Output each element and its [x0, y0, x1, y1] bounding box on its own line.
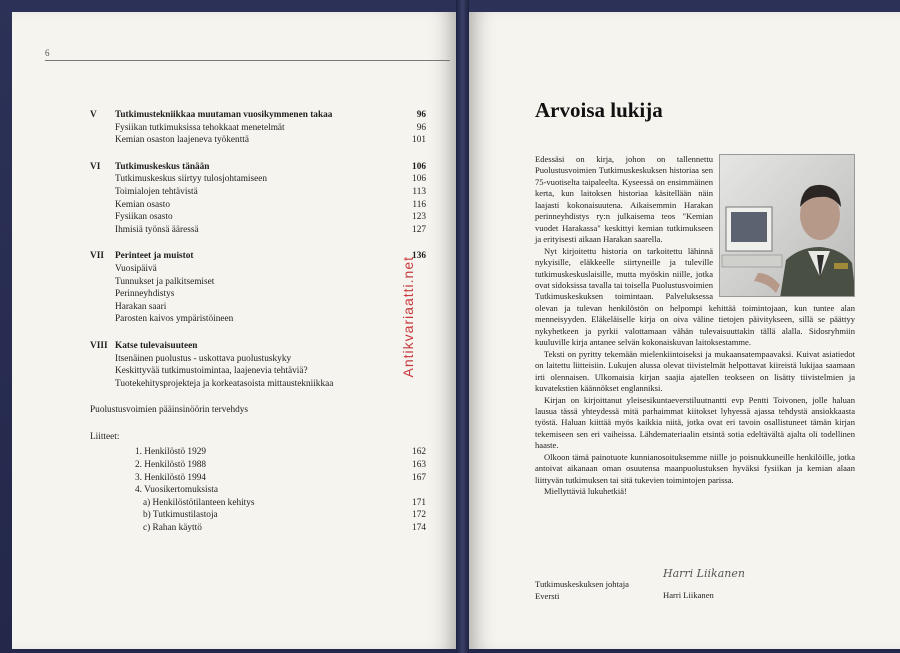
appendix-entry: b) Tutkimustilastoja 172 [143, 510, 426, 521]
toc-entry: Harakan saari [115, 301, 167, 312]
book-gutter [456, 0, 469, 653]
toc-standalone-entry: Puolustusvoimien pääinsinöörin tervehdys [90, 405, 249, 416]
toc-entry: Toimialojen tehtävistä 113 [115, 186, 426, 197]
foreword-text [535, 154, 855, 498]
page-number: 6 [45, 48, 50, 58]
toc-entry: Kemian osasto 116 [115, 199, 426, 210]
toc-entry: Vuosipäivä [115, 263, 157, 274]
toc-entry: Ihmisiä työnsä ääressä 127 [115, 224, 426, 235]
toc-section [90, 250, 426, 326]
appendix-entry: a) Henkilöstötilanteen kehitys 171 [143, 497, 426, 508]
appendix-label: Liitteet: [90, 431, 120, 442]
toc-section-heading: VIII Katse tulevaisuuteen [90, 340, 198, 351]
appendix-entry: 3. Henkilöstö 1994 167 [135, 472, 426, 483]
toc-section-heading: V Tutkimustekniikkaa muutaman vuosikymmenen takaa 96 [90, 110, 426, 120]
foreword-paragraph: Teksti on pyritty tekemään mielenkiintoiseksi ja mukaansatempaavaksi. Kuivat asiatiedot on laitettu liitteisiin. Lukujen alussa olevat tiivistelmät helpottavat kiireistä lukijaa saamaan irti olennaisen. Ulkomaisia kirjan saajia ajatellen teokseen on lisätty tiivistelmien ja kuvatekstien käännökset englanniksi. [535, 348, 855, 394]
foreword-title: Arvoisa lukija [535, 98, 663, 122]
watermark: Antikvariaatti.net [400, 256, 416, 378]
appendix-entry: c) Rahan käyttö 174 [143, 523, 426, 534]
toc-section [90, 109, 426, 147]
handwritten-signature: Harri Liikanen [663, 567, 745, 580]
toc-entry: Tuotekehitysprojekteja ja korkeatasoista mittaustekniikkaa [115, 378, 334, 389]
foreword-paragraph: Olkoon tämä painotuote kunnianosoituksemme niille jo poisnukkuneille henkilöille, jotka antoivat aikanaan oman osuutensa maanpuolustuksen hyväksi fysiikan ja kemian alaan liittyvän tutkimuksen tai sitä tukevien toimintojen parissa. [535, 451, 855, 485]
signoff-rank: Eversti [535, 590, 560, 601]
toc-entry: Kemian osaston laajeneva työkenttä 101 [115, 135, 426, 146]
foreword-paragraph: Miellyttäviä lukuhetkiä! [544, 486, 627, 497]
appendix-entry: 1. Henkilöstö 1929 162 [135, 447, 426, 458]
foreword-paragraph: Nyt kirjoitettu historia on tarkoitettu lähinnä nykyisille, eläkkeelle siirtyneille ja tuleville tutkimuskeskuslaisille, mutta myöskin niille, jotka ovat sidoksissa tavalla tai toisella Puolustusvoimien Tutkimuskeskuksen toimintaan. Palveluksessa olevan ja tulevan henkilöstön on helpompi kehittää toimintojaan, kun tuntee alan menneisyyden. Eläkeläiselle kirja on oiva väline tietojen päivitykseen, sillä se päättyy nykyhetkeen ja pyrkii valottamaan vähän tulevaisuuttakin tällä alalla. Sidosryhmiin kuuluville kirja antanee selvän kokonaiskuvan laitoksestamme. [535, 245, 855, 348]
toc-section-heading: VII Perinteet ja muistot 136 [90, 251, 426, 262]
foreword-paragraph: Edessäsi on kirja, johon on tallennettu Puolustusvoimien Tutkimuskeskuksen historiaa sen 75-vuotiselta taipaleelta. Kyseessä on ensimmäinen kerta, kun laitoksen historiaa käsitellään näin laajasti kokonaisuutena. Aikaisemmin Harakan perinneyhdistys ry:n julkaisema teos "Kemian vuodet Harakassa" keskittyi kemian tutkimukseen ja erityisesti aikaan Harakan saarella. [535, 154, 713, 245]
table-of-contents [90, 109, 426, 535]
toc-entry: Tunnukset ja palkitsemiset [115, 276, 215, 287]
appendix-entry: 2. Henkilöstö 1988 163 [135, 460, 426, 471]
toc-section-heading: VI Tutkimuskeskus tänään 106 [90, 161, 426, 172]
toc-section [90, 340, 426, 390]
toc-entry: Tutkimuskeskus siirtyy tulosjohtamiseen 106 [115, 174, 426, 185]
appendix-entry: 4. Vuosikertomuksista [135, 485, 218, 496]
author-photo [719, 154, 855, 297]
toc-entry: Fysiikan osasto 123 [115, 212, 426, 223]
toc-entry: Fysiikan tutkimuksissa tehokkaat menetelmät 96 [115, 122, 426, 133]
toc-entry: Itsenäinen puolustus - uskottava puolustuskyky [115, 353, 292, 364]
header-rule [45, 60, 450, 61]
signoff-role: Tutkimuskeskuksen johtaja [535, 579, 629, 589]
author-photo-illustration [720, 155, 855, 297]
toc-entry: Parosten kaivos ympäristöineen [115, 314, 234, 325]
right-page [469, 12, 900, 649]
left-page [12, 12, 456, 649]
foreword-paragraph: Kirjan on kirjoittanut yleisesikuntaeverstiluutnantti evp Pentti Toivonen, jolle haluan lausua tässä yhteydessä mitä parhaimmat kiitokset lyhyessä ajassa tehdystä ansiokkaasta työstä. Haluan kiittää myös kaikkia niitä, jotka ovat eri tavoin osallistuneet tämän kirjan tekemiseen sen eri vaiheissa. Lähdemateriaalin etsintä sotia edeltävältä ajalta oli todellinen haaste. [535, 394, 855, 451]
toc-entry: Keskittyvää tutkimustoimintaa, laajenevia tehtäviä? [115, 366, 308, 377]
toc-entry: Perinneyhdistys [115, 289, 175, 300]
signoff-name: Harri Liikanen [663, 590, 714, 600]
toc-section [90, 161, 426, 237]
